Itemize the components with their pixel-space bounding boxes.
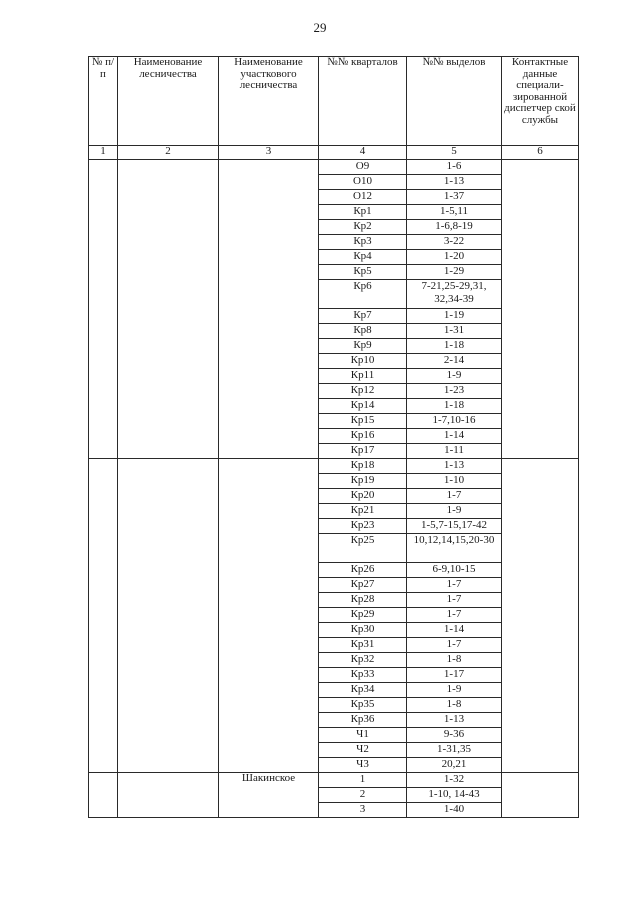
header-cell-number: № п/п — [89, 57, 118, 146]
vydely-cell: 1-14 — [407, 623, 502, 638]
kvartal-cell: Кр8 — [319, 324, 407, 339]
kvartal-cell: Кр19 — [319, 474, 407, 489]
uchastok-cell: Шакинское — [219, 773, 319, 818]
kvartal-cell: Кр20 — [319, 489, 407, 504]
header-cell-uchastok: Наименование участкового лесничества — [219, 57, 319, 146]
kontakty-cell — [502, 160, 579, 459]
vydely-cell: 10,12,14,15,20-30 — [407, 534, 502, 563]
column-number: 4 — [319, 146, 407, 160]
vydely-cell: 1-9 — [407, 369, 502, 384]
kvartal-cell: Кр36 — [319, 713, 407, 728]
header-cell-lesnichestvo: Наименование лесничества — [118, 57, 219, 146]
vydely-cell: 1-19 — [407, 309, 502, 324]
vydely-cell: 1-7 — [407, 638, 502, 653]
vydely-cell: 1-11 — [407, 444, 502, 459]
vydely-cell: 1-7 — [407, 593, 502, 608]
header-cell-kvartaly: №№ кварталов — [319, 57, 407, 146]
kvartal-cell: Кр1 — [319, 205, 407, 220]
vydely-cell: 1-18 — [407, 399, 502, 414]
lesnichestvo-cell — [118, 160, 219, 459]
lesnichestvo-cell — [118, 459, 219, 773]
kvartal-cell: Кр29 — [319, 608, 407, 623]
vydely-cell: 1-20 — [407, 250, 502, 265]
header-row — [89, 57, 579, 146]
kvartal-cell: 1 — [319, 773, 407, 788]
vydely-cell: 1-7,10-16 — [407, 414, 502, 429]
lesnichestvo-cell — [118, 773, 219, 818]
column-number: 3 — [219, 146, 319, 160]
vydely-cell: 1-23 — [407, 384, 502, 399]
vydely-cell: 1-32 — [407, 773, 502, 788]
vydely-cell: 1-13 — [407, 175, 502, 190]
vydely-cell: 1-31 — [407, 324, 502, 339]
vydely-cell: 1-10, 14-43 — [407, 788, 502, 803]
kvartal-cell: 3 — [319, 803, 407, 818]
kvartal-cell: Ч1 — [319, 728, 407, 743]
kvartal-cell: Кр16 — [319, 429, 407, 444]
kvartal-cell: Кр14 — [319, 399, 407, 414]
table-row — [89, 160, 579, 175]
kvartal-cell: Кр18 — [319, 459, 407, 474]
vydely-cell: 1-37 — [407, 190, 502, 205]
vydely-cell: 7-21,25-29,31, 32,34-39 — [407, 280, 502, 309]
kvartal-cell: О9 — [319, 160, 407, 175]
kvartal-cell: Ч3 — [319, 758, 407, 773]
uchastok-cell — [219, 160, 319, 459]
kvartal-cell: Кр31 — [319, 638, 407, 653]
forestry-table — [88, 56, 579, 818]
vydely-cell: 1-31,35 — [407, 743, 502, 758]
vydely-cell: 1-13 — [407, 459, 502, 474]
header-cell-vydely: №№ выделов — [407, 57, 502, 146]
vydely-cell: 1-29 — [407, 265, 502, 280]
kvartal-cell: Кр15 — [319, 414, 407, 429]
page-number: 29 — [313, 20, 327, 35]
row-number-cell — [89, 773, 118, 818]
vydely-cell: 20,21 — [407, 758, 502, 773]
kvartal-cell: Кр4 — [319, 250, 407, 265]
vydely-cell: 1-6,8-19 — [407, 220, 502, 235]
vydely-cell: 1-8 — [407, 698, 502, 713]
column-number: 5 — [407, 146, 502, 160]
vydely-cell: 2-14 — [407, 354, 502, 369]
kvartal-cell: Кр23 — [319, 519, 407, 534]
vydely-cell: 1-14 — [407, 429, 502, 444]
kvartal-cell: О12 — [319, 190, 407, 205]
kvartal-cell: Кр35 — [319, 698, 407, 713]
vydely-cell: 1-9 — [407, 504, 502, 519]
kvartal-cell: Кр26 — [319, 563, 407, 578]
vydely-cell: 1-18 — [407, 339, 502, 354]
kontakty-cell — [502, 459, 579, 773]
kvartal-cell: Кр11 — [319, 369, 407, 384]
vydely-cell: 1-17 — [407, 668, 502, 683]
kvartal-cell: Кр32 — [319, 653, 407, 668]
kvartal-cell: Кр30 — [319, 623, 407, 638]
kvartal-cell: 2 — [319, 788, 407, 803]
vydely-cell: 1-40 — [407, 803, 502, 818]
uchastok-cell — [219, 459, 319, 773]
vydely-cell: 1-10 — [407, 474, 502, 489]
column-number: 6 — [502, 146, 579, 160]
vydely-cell: 1-6 — [407, 160, 502, 175]
kvartal-cell: Кр17 — [319, 444, 407, 459]
header-cell-kontakty: Контактные данные специали-зированной диспетчер ской службы — [502, 57, 579, 146]
row-number-cell — [89, 160, 118, 459]
kvartal-cell: О10 — [319, 175, 407, 190]
table-body — [89, 160, 579, 818]
vydely-cell: 1-5,11 — [407, 205, 502, 220]
kvartal-cell: Кр12 — [319, 384, 407, 399]
kvartal-cell: Кр9 — [319, 339, 407, 354]
table-row — [89, 773, 579, 788]
column-number-row — [89, 146, 579, 160]
vydely-cell: 1-7 — [407, 578, 502, 593]
kvartal-cell: Кр27 — [319, 578, 407, 593]
table-row — [89, 459, 579, 474]
vydely-cell: 1-8 — [407, 653, 502, 668]
vydely-cell: 1-5,7-15,17-42 — [407, 519, 502, 534]
kvartal-cell: Кр10 — [319, 354, 407, 369]
kvartal-cell: Кр34 — [319, 683, 407, 698]
kvartal-cell: Кр2 — [319, 220, 407, 235]
vydely-cell: 3-22 — [407, 235, 502, 250]
kvartal-cell: Кр6 — [319, 280, 407, 309]
vydely-cell: 1-7 — [407, 608, 502, 623]
kvartal-cell: Кр28 — [319, 593, 407, 608]
kvartal-cell: Кр5 — [319, 265, 407, 280]
row-number-cell — [89, 459, 118, 773]
column-number: 2 — [118, 146, 219, 160]
vydely-cell: 1-7 — [407, 489, 502, 504]
kontakty-cell — [502, 773, 579, 818]
kvartal-cell: Кр21 — [319, 504, 407, 519]
vydely-cell: 1-9 — [407, 683, 502, 698]
kvartal-cell: Кр7 — [319, 309, 407, 324]
kvartal-cell: Ч2 — [319, 743, 407, 758]
kvartal-cell: Кр33 — [319, 668, 407, 683]
kvartal-cell: Кр3 — [319, 235, 407, 250]
vydely-cell: 1-13 — [407, 713, 502, 728]
kvartal-cell: Кр25 — [319, 534, 407, 563]
column-number: 1 — [89, 146, 118, 160]
vydely-cell: 9-36 — [407, 728, 502, 743]
vydely-cell: 6-9,10-15 — [407, 563, 502, 578]
